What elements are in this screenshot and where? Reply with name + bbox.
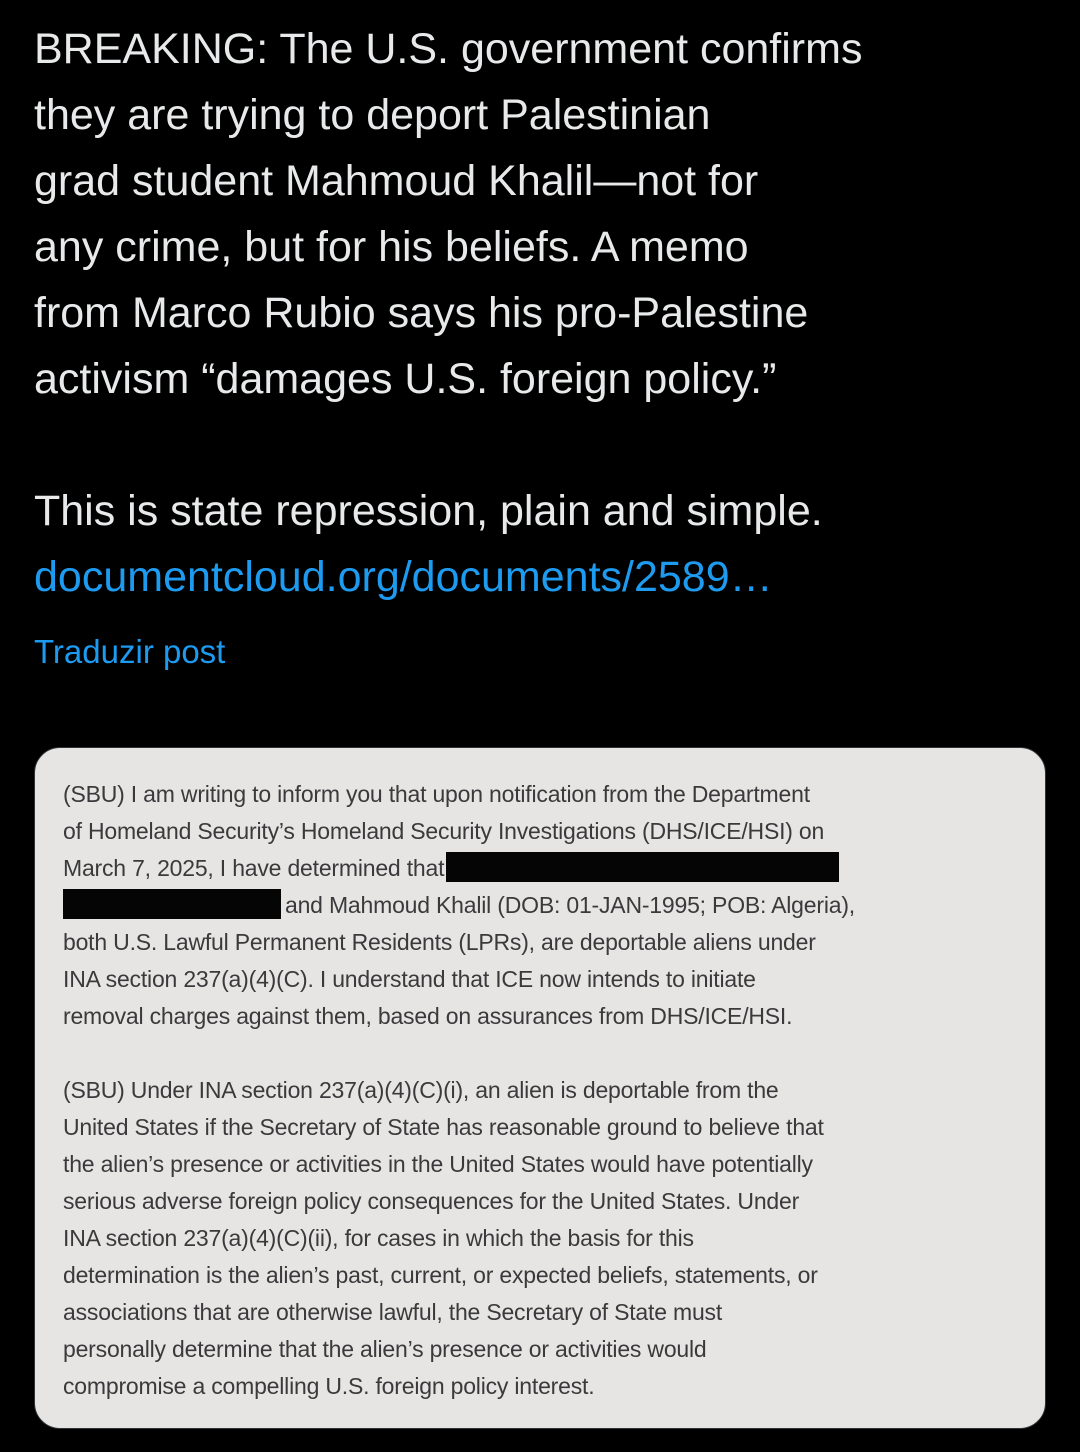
memo-line: the alien’s presence or activities in the United States would have potentially <box>63 1151 813 1177</box>
memo-paragraph-2 <box>63 1072 963 1405</box>
tweet-body <box>34 0 1046 672</box>
paragraph-spacer <box>34 412 1046 478</box>
document-link[interactable]: documentcloud.org/documents/2589… <box>34 553 773 601</box>
memo-line: associations that are otherwise lawful, the Secretary of State must <box>63 1299 723 1325</box>
memo-line: personally determine that the alien’s presence or activities would <box>63 1336 707 1362</box>
tweet-closing-line: This is state repression, plain and simple. <box>34 487 823 535</box>
memo-document <box>63 776 963 1405</box>
memo-line: INA section 237(a)(4)(C). I understand that ICE now intends to initiate <box>63 966 756 992</box>
memo-line-text: March 7, 2025, I have determined that <box>63 855 445 881</box>
memo-line: removal charges against them, based on assurances from DHS/ICE/HSI. <box>63 1003 793 1029</box>
memo-line: compromise a compelling U.S. foreign policy interest. <box>63 1373 595 1399</box>
memo-line <box>63 887 963 924</box>
memo-line: serious adverse foreign policy consequences for the United States. Under <box>63 1188 800 1214</box>
tweet-text <box>34 0 1046 610</box>
memo-line: (SBU) I am writing to inform you that upon notification from the Department <box>63 781 810 807</box>
tweet-text-line: BREAKING: The U.S. government confirms <box>34 25 863 73</box>
memo-paragraph-1 <box>63 776 963 1035</box>
memo-line <box>63 850 963 887</box>
memo-line: (SBU) Under INA section 237(a)(4)(C)(i), an alien is deportable from the <box>63 1077 779 1103</box>
memo-line: both U.S. Lawful Permanent Residents (LPRs), are deportable aliens under <box>63 929 816 955</box>
translate-post-button[interactable]: Traduzir post <box>34 633 226 670</box>
memo-line: United States if the Secretary of State has reasonable ground to believe that <box>63 1114 824 1140</box>
redaction-bar <box>446 852 839 882</box>
tweet-text-line: activism “damages U.S. foreign policy.” <box>34 355 777 403</box>
memo-line: of Homeland Security’s Homeland Security Investigations (DHS/ICE/HSI) on <box>63 818 825 844</box>
memo-line: determination is the alien’s past, current, or expected beliefs, statements, or <box>63 1262 818 1288</box>
redaction-bar <box>63 889 281 919</box>
tweet-text-line: from Marco Rubio says his pro-Palestine <box>34 289 809 337</box>
tweet-text-line: grad student Mahmoud Khalil—not for <box>34 157 759 205</box>
memo-line: INA section 237(a)(4)(C)(ii), for cases in which the basis for this <box>63 1225 694 1251</box>
tweet-text-line: they are trying to deport Palestinian <box>34 91 711 139</box>
memo-line-text: and Mahmoud Khalil (DOB: 01-JAN-1995; POB: Algeria), <box>285 892 855 918</box>
tweet-text-line: any crime, but for his beliefs. A memo <box>34 223 749 271</box>
attached-document-image[interactable] <box>34 747 1046 1429</box>
